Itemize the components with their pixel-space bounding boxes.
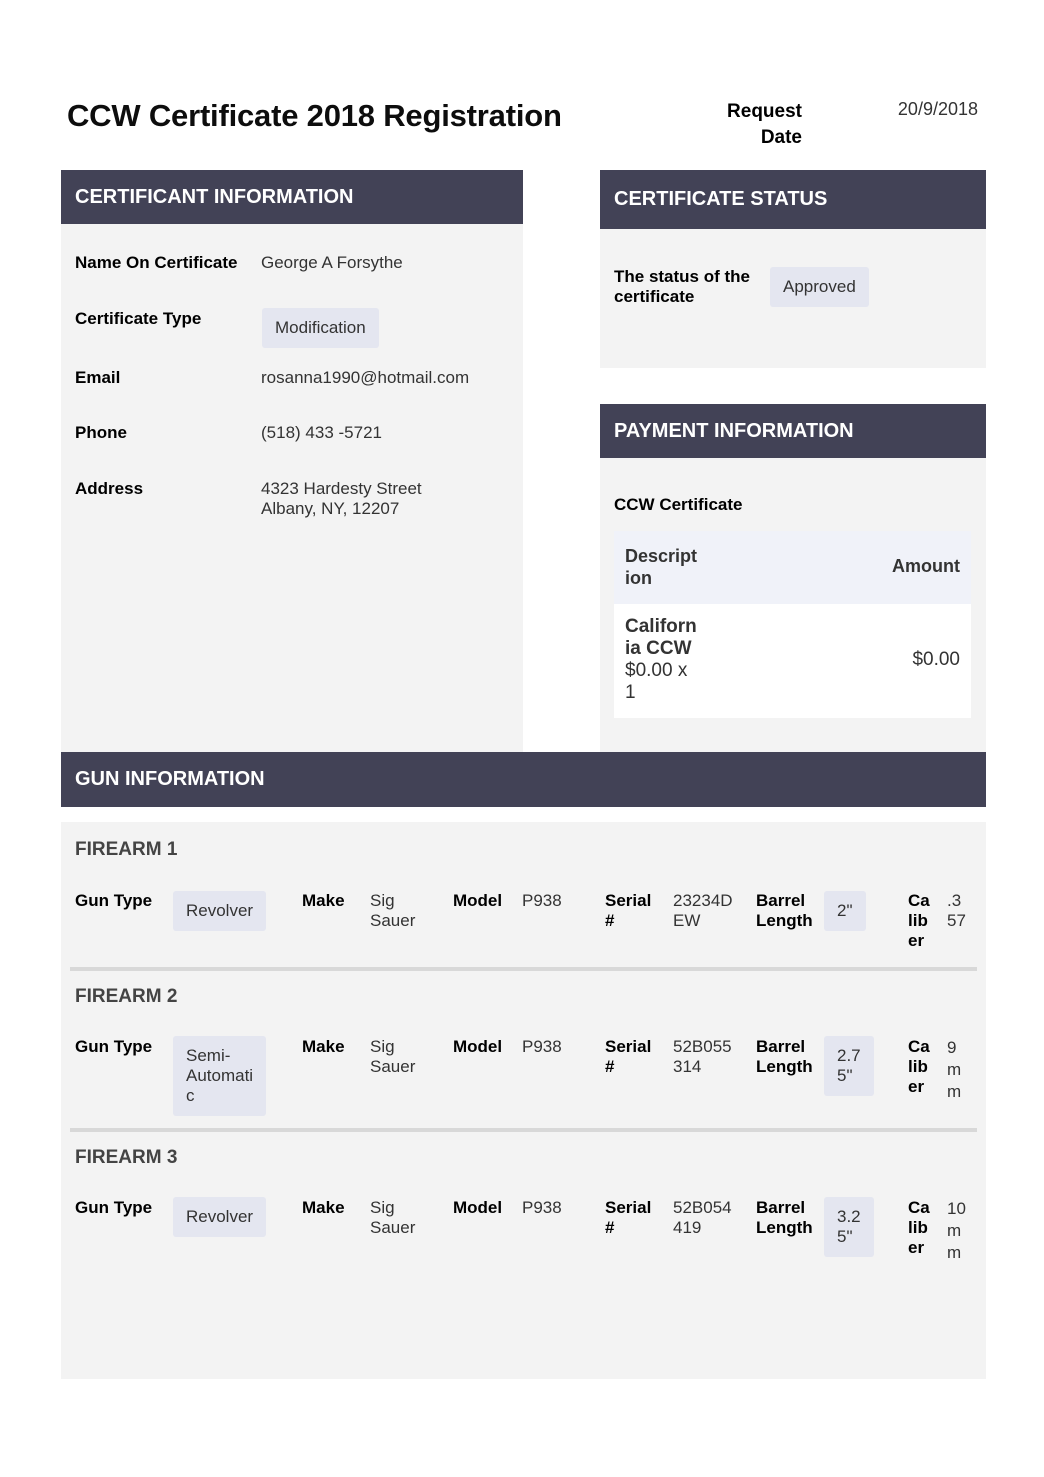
- make-line: Sauer: [370, 1218, 416, 1237]
- make-value: [370, 1198, 415, 1238]
- address-label: Address: [75, 479, 144, 498]
- barrel-line: 3.2: [837, 1207, 861, 1226]
- make-line: Sig: [370, 891, 395, 910]
- item-price-line: $0.00 x: [625, 660, 688, 681]
- barrel-badge: [824, 891, 866, 931]
- phone-value: (518) 433 -5721: [261, 423, 382, 442]
- model-label: Model: [453, 1198, 503, 1217]
- certificate-type-badge: Modification: [262, 308, 379, 348]
- payment-panel: [600, 404, 986, 752]
- firearm-2-title: FIREARM 2: [75, 986, 178, 1007]
- serial-line: 314: [673, 1057, 702, 1076]
- caliber-label-line: lib: [908, 1057, 928, 1076]
- item-name: [625, 616, 697, 660]
- serial-line: EW: [673, 911, 701, 930]
- status-panel: [600, 170, 986, 368]
- payment-table: [614, 531, 971, 718]
- model-value: P938: [522, 1198, 562, 1217]
- caliber-value: [947, 891, 966, 931]
- status-label-line: The status of the: [614, 267, 751, 286]
- caliber-label: [908, 1198, 930, 1258]
- caliber-line: m: [947, 1082, 962, 1101]
- serial-line: 419: [673, 1218, 702, 1237]
- request-date-label-line: Request: [727, 101, 802, 122]
- item-name-line: Californ: [625, 616, 697, 637]
- make-value: [370, 1037, 415, 1077]
- barrel-label-line: Length: [756, 1057, 813, 1076]
- certificate-type-label: Certificate Type: [75, 309, 202, 328]
- model-value: P938: [522, 1037, 562, 1056]
- serial-label-line: #: [605, 911, 615, 930]
- caliber-label-line: lib: [908, 1218, 928, 1237]
- gun-type-label: Gun Type: [75, 891, 153, 910]
- firearm-3-title: FIREARM 3: [75, 1147, 178, 1168]
- email-value: rosanna1990@hotmail.com: [261, 368, 470, 387]
- serial-label-line: #: [605, 1218, 615, 1237]
- email-label: Email: [75, 368, 121, 387]
- serial-line: 52B055: [673, 1037, 732, 1056]
- gun-type-badge: [173, 891, 266, 931]
- serial-line: 52B054: [673, 1198, 732, 1217]
- payment-table-header: [614, 531, 971, 604]
- firearm-divider: [70, 1128, 977, 1132]
- request-date-label: [700, 99, 802, 151]
- model-value: P938: [522, 891, 562, 910]
- status-label: [614, 267, 750, 307]
- certificant-heading: CERTIFICANT INFORMATION: [61, 170, 523, 224]
- model-label: Model: [453, 891, 503, 910]
- firearm-divider: [70, 967, 977, 971]
- caliber-label: [908, 1037, 930, 1097]
- payment-heading: PAYMENT INFORMATION: [600, 404, 986, 458]
- make-label: Make: [302, 1037, 345, 1056]
- make-line: Sauer: [370, 1057, 416, 1076]
- col-amount: Amount: [892, 556, 960, 576]
- page-title: CCW Certificate 2018 Registration: [67, 98, 562, 133]
- item-name-line: ia CCW: [625, 638, 692, 659]
- barrel-label: [756, 1037, 813, 1077]
- caliber-line: m: [947, 1060, 962, 1079]
- firearm-1-title: FIREARM 1: [75, 839, 178, 860]
- caliber-line: m: [947, 1221, 962, 1240]
- make-line: Sig: [370, 1037, 395, 1056]
- item-price-line: 1: [625, 682, 636, 703]
- certificant-panel: [61, 170, 523, 752]
- caliber-line: 9: [947, 1038, 957, 1057]
- gun-type-line: Semi-: [186, 1046, 231, 1065]
- caliber-line: .3: [947, 891, 962, 910]
- make-label: Make: [302, 1198, 345, 1217]
- caliber-value: [947, 1198, 966, 1264]
- gun-info-panel: [61, 822, 986, 1379]
- caliber-label-line: Ca: [908, 1037, 930, 1056]
- barrel-label-line: Barrel: [756, 1037, 806, 1056]
- barrel-line: 5": [837, 1227, 853, 1246]
- col-description: [625, 545, 697, 589]
- col-description-line: ion: [625, 568, 652, 588]
- barrel-badge: [824, 1197, 874, 1257]
- barrel-label: [756, 1198, 813, 1238]
- item-price: [625, 660, 687, 704]
- make-line: Sig: [370, 1198, 395, 1217]
- barrel-line: 2.7: [837, 1046, 861, 1065]
- address-line: Albany, NY, 12207: [261, 499, 400, 518]
- payment-subheading: CCW Certificate: [614, 495, 743, 514]
- gun-type-badge: [173, 1197, 266, 1237]
- caliber-label: [908, 891, 930, 951]
- caliber-label-line: er: [908, 1077, 925, 1096]
- caliber-label-line: lib: [908, 911, 928, 930]
- request-date-value: 20/9/2018: [897, 99, 978, 119]
- barrel-badge: [824, 1036, 874, 1096]
- request-date-label-line: Date: [760, 127, 802, 148]
- caliber-value: [947, 1037, 961, 1103]
- gun-type-line: Revolver: [186, 901, 254, 920]
- barrel-label-line: Length: [756, 911, 813, 930]
- barrel-line: 2": [837, 901, 853, 920]
- barrel-label-line: Barrel: [756, 1198, 806, 1217]
- gun-type-line: Revolver: [186, 1207, 254, 1226]
- make-line: Sauer: [370, 911, 416, 930]
- barrel-label-line: Barrel: [756, 891, 806, 910]
- address-value: [261, 479, 422, 519]
- caliber-label-line: er: [908, 1238, 925, 1257]
- barrel-label-line: Length: [756, 1218, 813, 1237]
- address-line: 4323 Hardesty Street: [261, 479, 422, 498]
- gun-info-heading: GUN INFORMATION: [61, 752, 986, 807]
- serial-value: [673, 1037, 732, 1077]
- serial-label-line: #: [605, 1057, 615, 1076]
- serial-line: 23234D: [673, 891, 733, 910]
- payment-table-row: [614, 604, 971, 718]
- gun-type-line: Automati: [186, 1066, 254, 1085]
- gun-type-label: Gun Type: [75, 1037, 153, 1056]
- caliber-line: 57: [947, 911, 966, 930]
- model-label: Model: [453, 1037, 503, 1056]
- make-value: [370, 891, 415, 931]
- col-description-line: Descript: [625, 546, 698, 566]
- item-amount: $0.00: [912, 649, 960, 670]
- serial-label: [605, 891, 651, 931]
- name-label: Name On Certificate: [75, 253, 238, 272]
- caliber-label-line: Ca: [908, 1198, 930, 1217]
- serial-value: [673, 1198, 732, 1238]
- serial-label-line: Serial: [605, 1198, 652, 1217]
- gun-type-line: c: [186, 1086, 195, 1105]
- gun-type-badge: [173, 1036, 266, 1116]
- barrel-label: [756, 891, 813, 931]
- status-heading: CERTIFICATE STATUS: [600, 170, 986, 229]
- caliber-line: m: [947, 1243, 962, 1262]
- name-value: George A Forsythe: [261, 253, 403, 272]
- serial-label: [605, 1037, 651, 1077]
- status-badge: Approved: [770, 267, 869, 307]
- status-label-line: certificate: [614, 287, 695, 306]
- make-label: Make: [302, 891, 345, 910]
- caliber-line: 10: [947, 1199, 966, 1218]
- serial-label: [605, 1198, 651, 1238]
- serial-label-line: Serial: [605, 891, 652, 910]
- serial-value: [673, 891, 733, 931]
- serial-label-line: Serial: [605, 1037, 652, 1056]
- gun-type-label: Gun Type: [75, 1198, 153, 1217]
- caliber-label-line: Ca: [908, 891, 930, 910]
- caliber-label-line: er: [908, 931, 925, 950]
- barrel-line: 5": [837, 1066, 853, 1085]
- phone-label: Phone: [75, 423, 127, 442]
